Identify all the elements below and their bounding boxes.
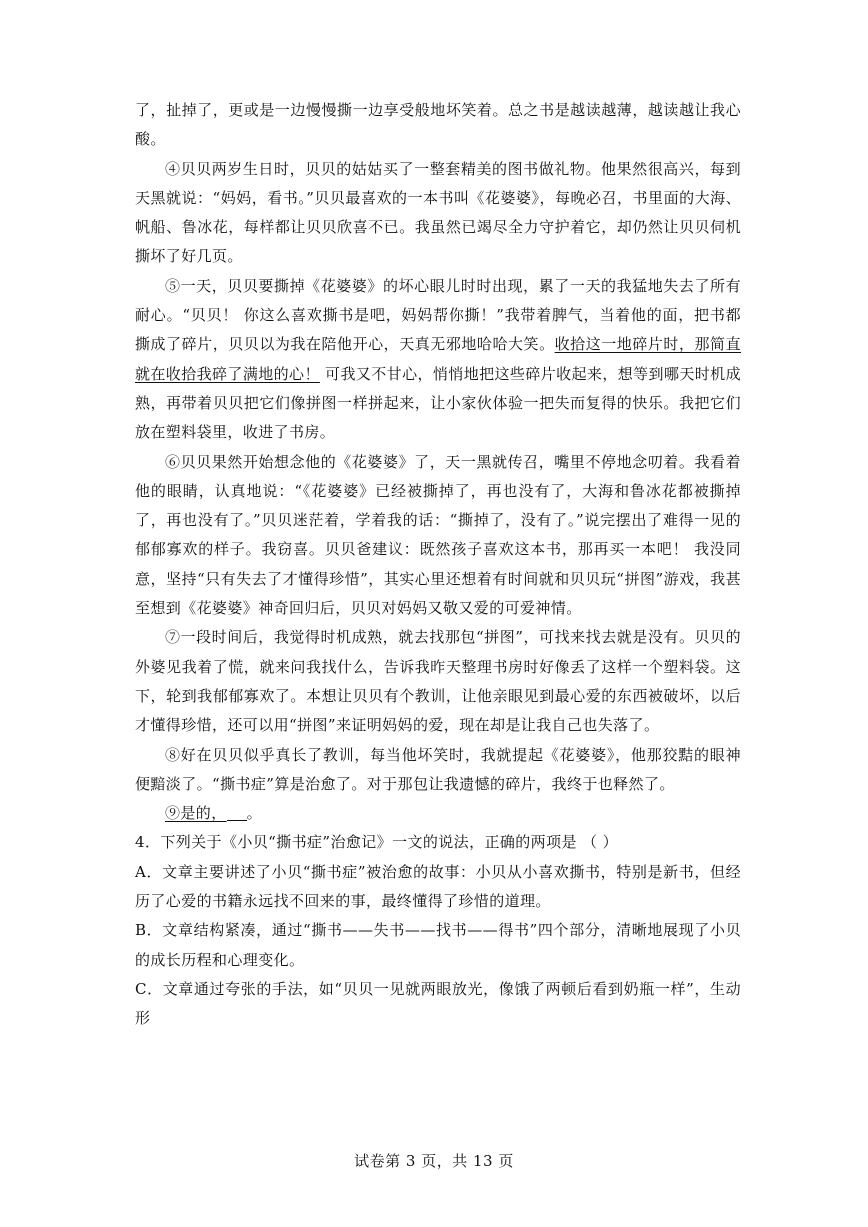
paragraph-5-text-a: ⑤一天，贝贝要撕掉《花婆婆》的坏心眼儿时时出现，累了一天的我猛地失去了所有耐心。“贝贝！ 你这么喜欢撕书是吧，妈妈帮你撕！”我带着脾气，当着他的面，把书都撕成了碎片，贝贝以为我在陪他开心，天真无邪地哈哈大笑。 (135, 276, 741, 354)
paragraph-5-text-b: 可我又不甘心，悄悄地把这些碎片收起来，想等到哪天时机成熟，再带着贝贝把它们像拼图一样拼起来，让小家伙体验一把失而复得的快乐。我把它们放在塑料袋里，收进了书房。 (135, 364, 741, 442)
page-footer: 试卷第 3 页，共 13 页 (354, 1152, 514, 1170)
question-option-a: A．文章主要讲述了小贝“撕书症”被治愈的故事：小贝从小喜欢撕书，特别是新书，但经历了心爱的书籍永远找不回来的事，最终懂得了珍惜的道理。 (135, 862, 741, 911)
paragraph-9 (135, 799, 741, 828)
paragraph-7: ⑦一段时间后，我觉得时机成熟，就去找那包“拼图”，可找来找去就是没有。贝贝的外婆见我着了慌，就来问我找什么，告诉我昨天整理书房时好像丢了这样一个塑料袋。这下，轮到我郁郁寡欢了。本想让贝贝有个教训，让他亲眼见到最心爱的东西被破坏，以后才懂得珍惜，还可以用“拼图”来证明妈妈的爱，现在却是让我自己也失落了。 (135, 628, 741, 735)
question-option-b: B．文章结构紧凑，通过“撕书——失书——找书——得书”四个部分，清晰地展现了小贝的成长历程和心理变化。 (135, 921, 741, 969)
question-stem: 4．下列关于《小贝“撕书症”治愈记》一文的说法，正确的两项是 （ ） (135, 833, 619, 852)
question-option-c: C．文章通过夸张的手法，如“贝贝一见就两眼放光，像饿了两顿后看到奶瓶一样”，生动形 (135, 979, 741, 1028)
underlined-sentence: 收拾这一地碎片时，那简直就在收拾我碎了满地的心！ (135, 335, 741, 383)
paragraph-6: ⑥贝贝果然开始想念他的《花婆婆》了，天一黑就传召，嘴里不停地念叨着。我看着他的眼睛，认真地说：“《花婆婆》已经被撕掉了，再也没有了，大海和鲁冰花都被撕掉了，再也没有了。”贝贝迷茫着，学着我的话：“撕掉了，没有了。”说完摆出了难得一见的郁郁寡欢的样子。我窃喜。贝贝爸建议：既然孩子喜欢这本书，那再买一本吧！ 我没同意，坚持“只有失去了才懂得珍惜”，其实心里还想着有时间就和贝贝玩“拼图”游戏，我甚至想到《花婆婆》神奇回归后，贝贝对妈妈又敬又爱的可爱神情。 (135, 452, 741, 618)
paragraph-4: ④贝贝两岁生日时，贝贝的姑姑买了一整套精美的图书做礼物。他果然很高兴，每到天黑就说：“妈妈，看书。”贝贝最喜欢的一本书叫《花婆婆》，每晚必召，书里面的大海、帆船、鲁冰花，每样都让贝贝欣喜不已。我虽然已竭尽全力守护着它，却仍然让贝贝伺机撕坏了好几页。 (135, 159, 741, 266)
answer-blank[interactable] (227, 804, 247, 821)
paragraph-9-end: 。 (246, 804, 263, 823)
paragraph-9-text: ⑨是的， (165, 804, 227, 823)
paragraph-8: ⑧好在贝贝似乎真长了教训，每当他坏笑时，我就提起《花婆婆》，他那狡黠的眼神便黯淡了。“撕书症”算是治愈了。对于那包让我遗憾的碎片，我终于也释然了。 (135, 745, 741, 793)
document-body (135, 96, 741, 1034)
paragraph-continuation: 了，扯掉了，更或是一边慢慢撕一边享受般地坏笑着。总之书是越读越薄，越读越让我心酸。 (135, 101, 741, 149)
paragraph-5 (135, 272, 741, 448)
